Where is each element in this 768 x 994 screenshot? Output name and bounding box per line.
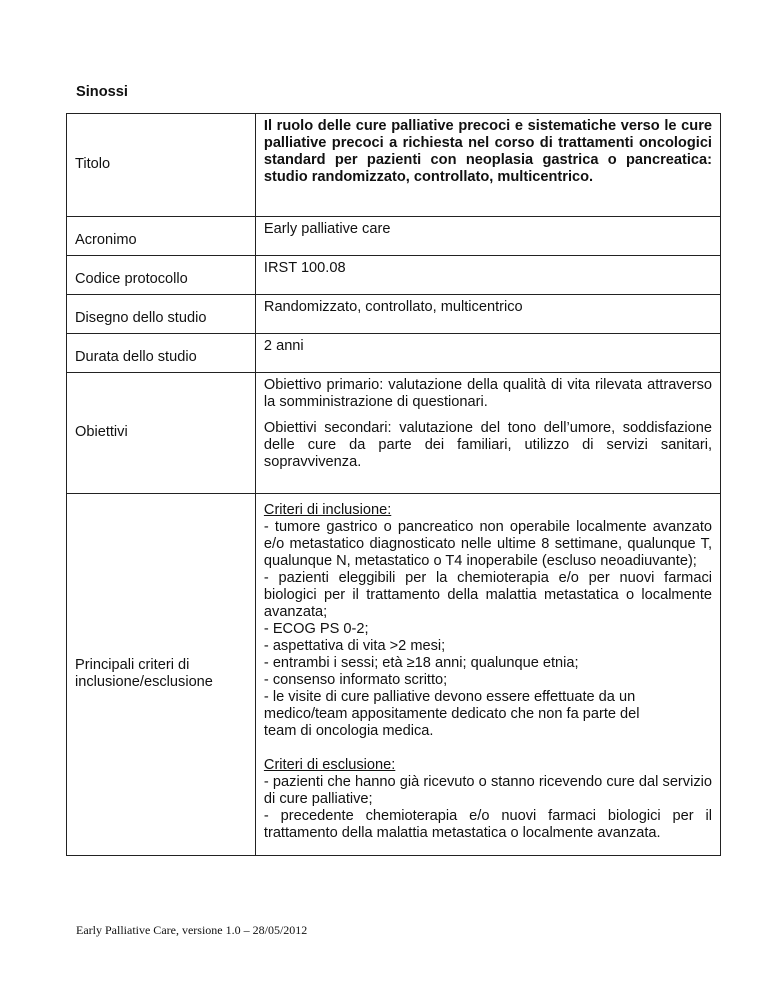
inclusione-item: - pazienti eleggibili per la chemioterapia e/o per nuovi farmaci biologici per il trattamento della malattia metastatica o localmente avanzata; [263,570,712,620]
inclusione-item: - ECOG PS 0-2; [263,621,369,637]
esclusione-title: Criteri di esclusione: [263,757,396,773]
row-codice-protocollo [67,256,721,295]
value-codice-protocollo: IRST 100.08 [255,256,720,295]
value-disegno: Randomizzato, controllato, multicentrico [255,295,720,334]
value-criteri [255,494,720,856]
inclusione-item: - entrambi i sessi; età ≥18 anni; qualunque etnia; [263,655,579,671]
label-durata: Durata dello studio [67,334,256,373]
inclusione-item: - tumore gastrico o pancreatico non operabile localmente avanzato e/o metastatico diagnosticato nelle ultime 8 settimane, qualunque T, qualunque N, metastatico o T4 inoperabile (escluso neoadiuvante); [263,519,712,569]
value-durata: 2 anni [255,334,720,373]
inclusione-item: - aspettativa di vita >2 mesi; [263,638,446,654]
page-footer: Early Palliative Care, versione 1.0 – 28/05/2012 [76,923,308,937]
row-durata [67,334,721,373]
label-criteri: Principali criteri di inclusione/esclusione [67,494,256,856]
esclusione-item: - pazienti che hanno già ricevuto o stanno ricevendo cure dal servizio di cure palliative; [263,774,712,807]
row-disegno [67,295,721,334]
value-obiettivi [255,373,720,494]
row-obiettivi [67,373,721,494]
value-titolo: Il ruolo delle cure palliative precoci e sistematiche verso le cure palliative precoci a richiesta nel corso di trattamenti oncologici standard per pazienti con neoplasia gastrica o pancreatica: studio randomizzato, controllato, multicentrico. [255,114,720,217]
inclusione-item: - le visite di cure palliative devono essere effettuate da un medico/team appositamente dedicato che non fa parte del team di oncologia medica. [263,689,640,739]
row-criteri [67,494,721,856]
label-disegno: Disegno dello studio [67,295,256,334]
page-heading: Sinossi [76,84,128,100]
inclusione-item: - consenso informato scritto; [263,672,448,688]
obiettivi-secondari: Obiettivi secondari: valutazione del tono dell’umore, soddisfazione delle cure da parte dei familiari, utilizzo di servizi sanitari, sopravvivenza. [263,420,712,470]
value-acronimo: Early palliative care [255,217,720,256]
row-acronimo [67,217,721,256]
obiettivo-primario: Obiettivo primario: valutazione della qualità di vita rilevata attraverso la somministrazione di questionari. [263,377,712,410]
synopsis-table [66,113,721,856]
label-titolo: Titolo [67,114,256,217]
label-obiettivi: Obiettivi [67,373,256,494]
row-titolo [67,114,721,217]
label-codice-protocollo: Codice protocollo [67,256,256,295]
esclusione-item: - precedente chemioterapia e/o nuovi farmaci biologici per il trattamento della malattia metastatica o localmente avanzata. [263,808,712,841]
label-acronimo: Acronimo [67,217,256,256]
inclusione-title: Criteri di inclusione: [263,502,392,518]
